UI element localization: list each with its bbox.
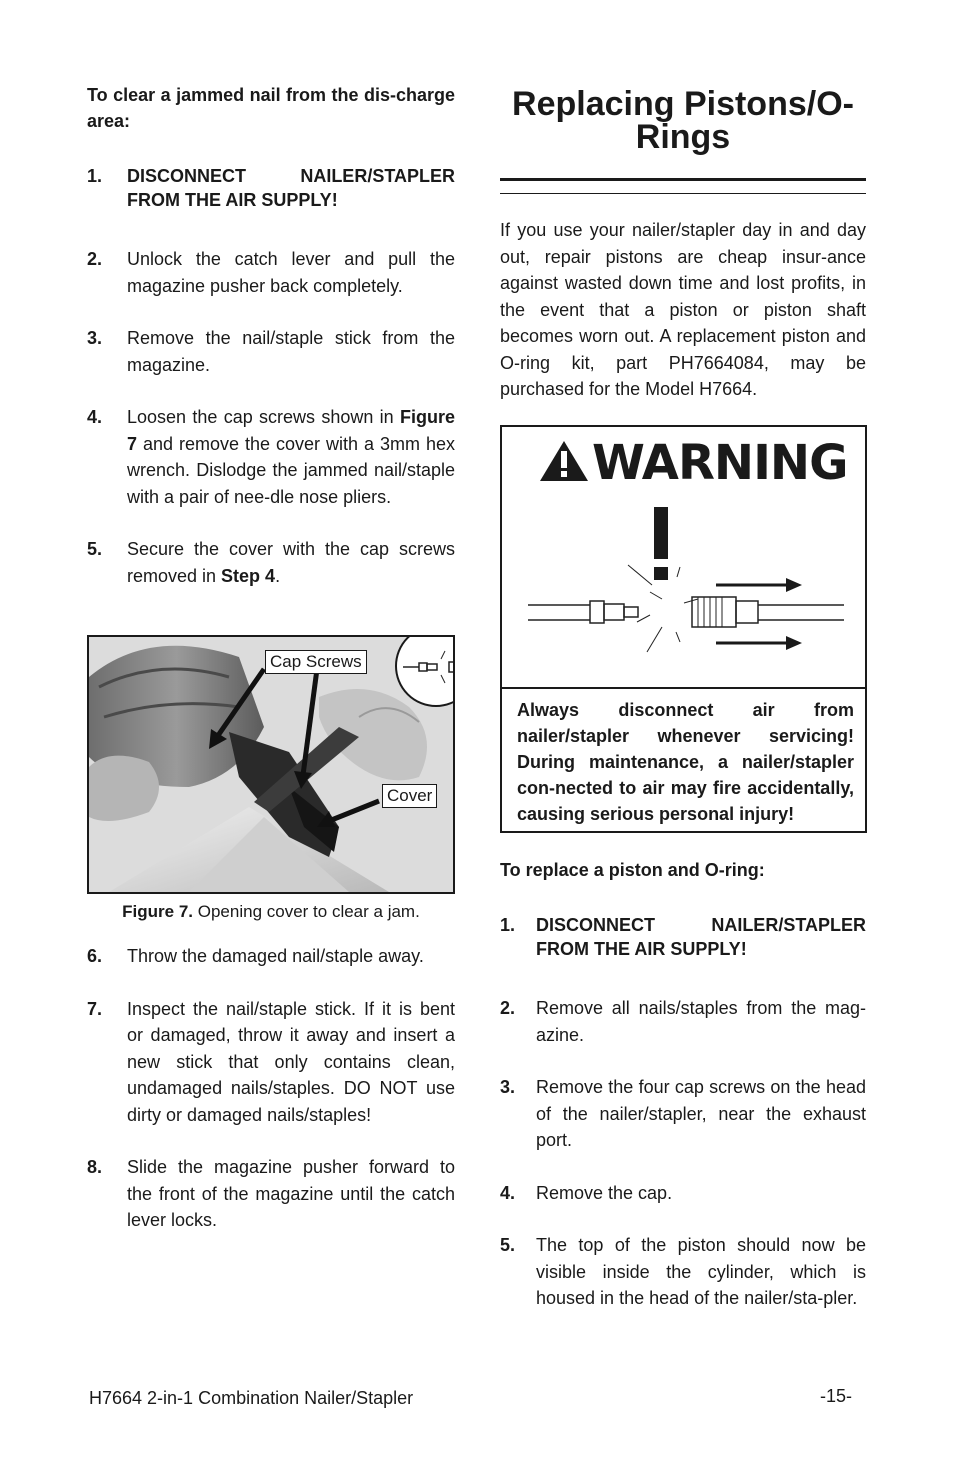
step-text: [127, 407, 455, 507]
left-step-7: [87, 996, 455, 1129]
left-step-2: [87, 246, 455, 299]
left-step-4: [87, 404, 455, 510]
figure-reference: Figure 7: [127, 407, 455, 454]
left-step-3: [87, 325, 455, 378]
right-column: [500, 82, 866, 403]
callout-cover: Cover: [382, 784, 437, 808]
piston-replace-heading: To replace a piston and O-ring:: [500, 860, 765, 880]
step-text: [127, 539, 455, 586]
left-step-8: [87, 1154, 455, 1234]
step-number: 1.: [500, 915, 516, 935]
step-text: Inspect the nail/staple stick. If it is bent or damaged, throw it away and insert a new stick that only contains clean, undamaged nails/staples. DO NOT use dirty or damaged nails/staples!: [127, 998, 455, 1125]
warning-heading: WARNING: [592, 435, 848, 491]
right-step-2: [500, 995, 866, 1048]
step-text-part: Secure the cover with the cap screws removed in: [127, 539, 455, 586]
step-number: 1.: [87, 166, 103, 186]
air-fitting-icon: [397, 635, 455, 705]
left-step-1: [87, 164, 455, 212]
step-number: 2.: [87, 249, 103, 269]
step-text: DISCONNECT NAILER/STAPLER FROM THE AIR SUPPLY!: [536, 915, 866, 959]
step-number: 4.: [500, 1182, 516, 1203]
jam-clear-heading: To clear a jammed nail from the dis-charge area:: [87, 85, 455, 131]
air-fitting-detail-inset: [395, 635, 455, 707]
right-step-4: [500, 1180, 866, 1207]
title-rule-thin: [500, 193, 866, 194]
warning-box: [500, 425, 867, 833]
left-step-6: [87, 943, 455, 970]
step-text: Remove all nails/staples from the mag-azine.: [536, 998, 866, 1045]
footer-page-number: -15-: [820, 1386, 853, 1406]
step-reference: Step 4: [221, 565, 276, 586]
title-line-1: Replacing Pistons/O-: [512, 85, 854, 123]
step-number: 5.: [87, 539, 103, 559]
caption-label: Figure 7.: [122, 902, 194, 921]
step-number: 5.: [500, 1235, 516, 1255]
step-text: Remove the nail/staple stick from the magazine.: [127, 328, 455, 375]
footer-product-name: H7664 2-in-1 Combination Nailer/Stapler: [89, 1388, 414, 1408]
left-step-5: [87, 536, 455, 589]
step-text-part: Loosen the cap screws shown in: [127, 407, 400, 427]
figure-7-photo: [87, 635, 455, 894]
warning-graphic: [502, 427, 865, 689]
step-number: 4.: [87, 407, 103, 427]
step-text: Remove the cap.: [536, 1182, 673, 1203]
left-column-continued: [87, 943, 455, 1234]
right-step-5: [500, 1232, 866, 1312]
step-number: 6.: [87, 946, 103, 966]
step-number: 7.: [87, 998, 103, 1019]
step-text: Unlock the catch lever and pull the magazine pusher back completely.: [127, 249, 455, 296]
step-text: Slide the magazine pusher forward to the front of the magazine until the catch lever locks.: [127, 1157, 455, 1230]
left-column: [87, 82, 455, 589]
title-line-2: Rings: [635, 118, 731, 156]
section-title: [500, 85, 866, 156]
title-rule-thick: [500, 178, 866, 181]
figure-7-caption: [87, 902, 455, 922]
warning-text: Always disconnect air from nailer/stapler whenever servicing! During maintenance, a nailer/stapler con-nected to air may fire accidentally, causing serious personal injury!: [517, 700, 854, 824]
step-number: 2.: [500, 998, 516, 1018]
callout-cap-screws: Cap Screws: [265, 650, 367, 674]
step-text: Remove the four cap screws on the head of the nailer/stapler, near the exhaust port.: [536, 1077, 866, 1150]
intro-paragraph: If you use your nailer/stapler day in and day out, repair pistons are cheap insur-ance against wasted down time and lost profits, in the event that a piston or piston shaft becomes worn out. A replacement piston and O-ring kit, part PH7664084, may be purchased for the Model H7664.: [500, 220, 866, 399]
step-number: 3.: [500, 1077, 516, 1097]
right-step-3: [500, 1074, 866, 1154]
right-step-1: [500, 913, 866, 961]
step-number: 3.: [87, 328, 103, 348]
caption-text: Opening cover to clear a jam.: [193, 902, 420, 921]
step-text-part: .: [275, 565, 281, 586]
step-text: The top of the piston should now be visible inside the cylinder, which is housed in the head of the nailer/sta-pler.: [536, 1235, 866, 1308]
step-text: Throw the damaged nail/staple away.: [127, 946, 424, 966]
step-text-part: and remove the cover with a 3mm hex wrench. Dislodge the jammed nail/staple with a pair of nee-dle nose pliers.: [127, 433, 455, 507]
step-number: 8.: [87, 1157, 103, 1177]
right-column-continued: [500, 857, 866, 1312]
step-text: DISCONNECT NAILER/STAPLER FROM THE AIR SUPPLY!: [127, 166, 455, 210]
